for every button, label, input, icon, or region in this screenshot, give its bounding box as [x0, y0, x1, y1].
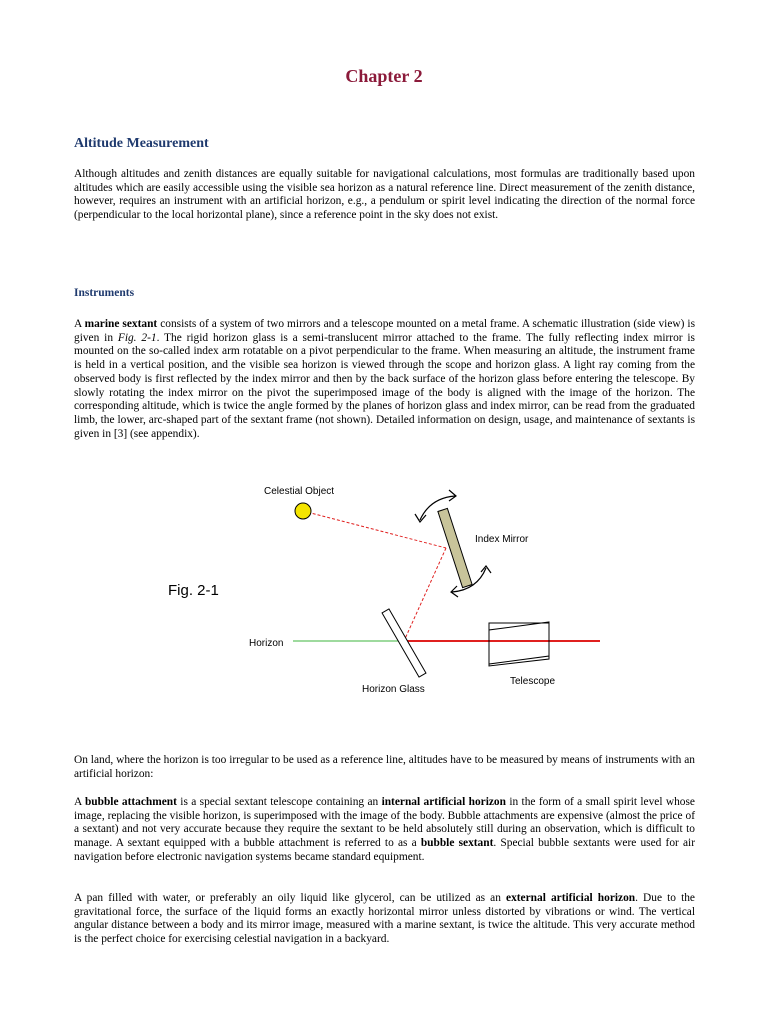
intro-paragraph: Although altitudes and zenith distances are equally suitable for navigational calculations, most formulas are traditionally based upon altitudes which are easily accessible using the visible sea horizon as a natural reference line. Direct measurement of the zenith distance, however, requires an instrument with an artificial horizon, e.g., a pendulum or spirit level indicating the direction of the normal force (perpendicular to the local horizontal plane), since a reference point in the sky does not exist. — [74, 168, 695, 222]
term-internal-artificial-horizon: internal artificial horizon — [381, 796, 506, 808]
instruments-heading: Instruments — [74, 287, 135, 299]
label-celestial-object: Celestial Object — [264, 486, 335, 497]
term-marine-sextant: marine sextant — [84, 318, 158, 330]
chapter-title: Chapter 2 — [345, 66, 423, 86]
term-bubble-attachment: bubble attachment — [84, 796, 177, 808]
label-horizon-glass: Horizon Glass — [362, 684, 425, 695]
term-external-artificial-horizon: external artificial horizon — [506, 892, 636, 904]
pan-paragraph: A pan filled with water, or preferably an oily liquid like glycerol, can be utilized as an external artificial horizon. Due to the gravitational force, the surface of the liquid forms an exactly horizontal mirror unless distorted by vibrations or wind. The vertical angular distance between a body and its mirror image, measured with a marine sextant, is twice the altitude. This very accurate method is the perfect choice for exercising celestial navigation in a backyard. — [74, 892, 695, 946]
label-index-mirror: Index Mirror — [475, 534, 529, 545]
telescope — [489, 622, 549, 664]
label-horizon: Horizon — [249, 638, 284, 649]
bubble-paragraph: A bubble attachment is a special sextant telescope containing an internal artificial horizon in the form of a small spirit level whose image, replacing the visible horizon, is superimposed with the image of the body. Bubble attachments are expensive (almost the price of a sextant) and not very accurate because they require the sextant to be held absolutely still during an observation, which is difficult to manage. A sextant equipped with a bubble attachment is referred to as a bubble sextant. Special bubble sextants were used for air navigation before electronic navigation systems became standard equipment. — [74, 796, 695, 863]
instruments-paragraph: A marine sextant consists of a system of two mirrors and a telescope mounted on a metal frame. A schematic illustration (side view) is given in Fig. 2-1. The rigid horizon glass is a semi-translucent mirror attached to the frame. The fully reflecting index mirror is mounted on the so-called index arm rotatable on a pivot perpendicular to the frame. When measuring an altitude, the instrument frame is held in a vertical position, and the visible sea horizon is viewed through the scope and horizon glass. A light ray coming from the observed body is first reflected by the index mirror and then by the back surface of the horizon glass before entering the telescope. By slowly rotating the index mirror on the pivot the superimposed image of the body is aligned with the image of the horizon. The corresponding altitude, which is twice the angle formed by the planes of horizon glass and index mirror, can be read from the graduated limb, the lower, arc-shaped part of the sextant frame (not shown). Detailed information on design, usage, and maintenance of sextants is given in [3] (see appendix). — [74, 318, 695, 440]
term-bubble-sextant: bubble sextant — [420, 837, 494, 850]
sextant-diagram — [150, 470, 620, 710]
land-paragraph: On land, where the horizon is too irregular to be used as a reference line, altitudes have to be measured by means of instruments with an artificial horizon: — [74, 754, 695, 780]
section-heading: Altitude Measurement — [74, 136, 209, 151]
index-mirror — [438, 508, 472, 587]
reflected-ray — [404, 548, 446, 641]
label-telescope: Telescope — [510, 676, 556, 687]
figure-reference: Fig. 2-1 — [117, 331, 157, 344]
celestial-object-icon — [295, 503, 311, 519]
horizon-glass — [382, 609, 426, 677]
figure-caption: Fig. 2-1 — [168, 582, 219, 599]
